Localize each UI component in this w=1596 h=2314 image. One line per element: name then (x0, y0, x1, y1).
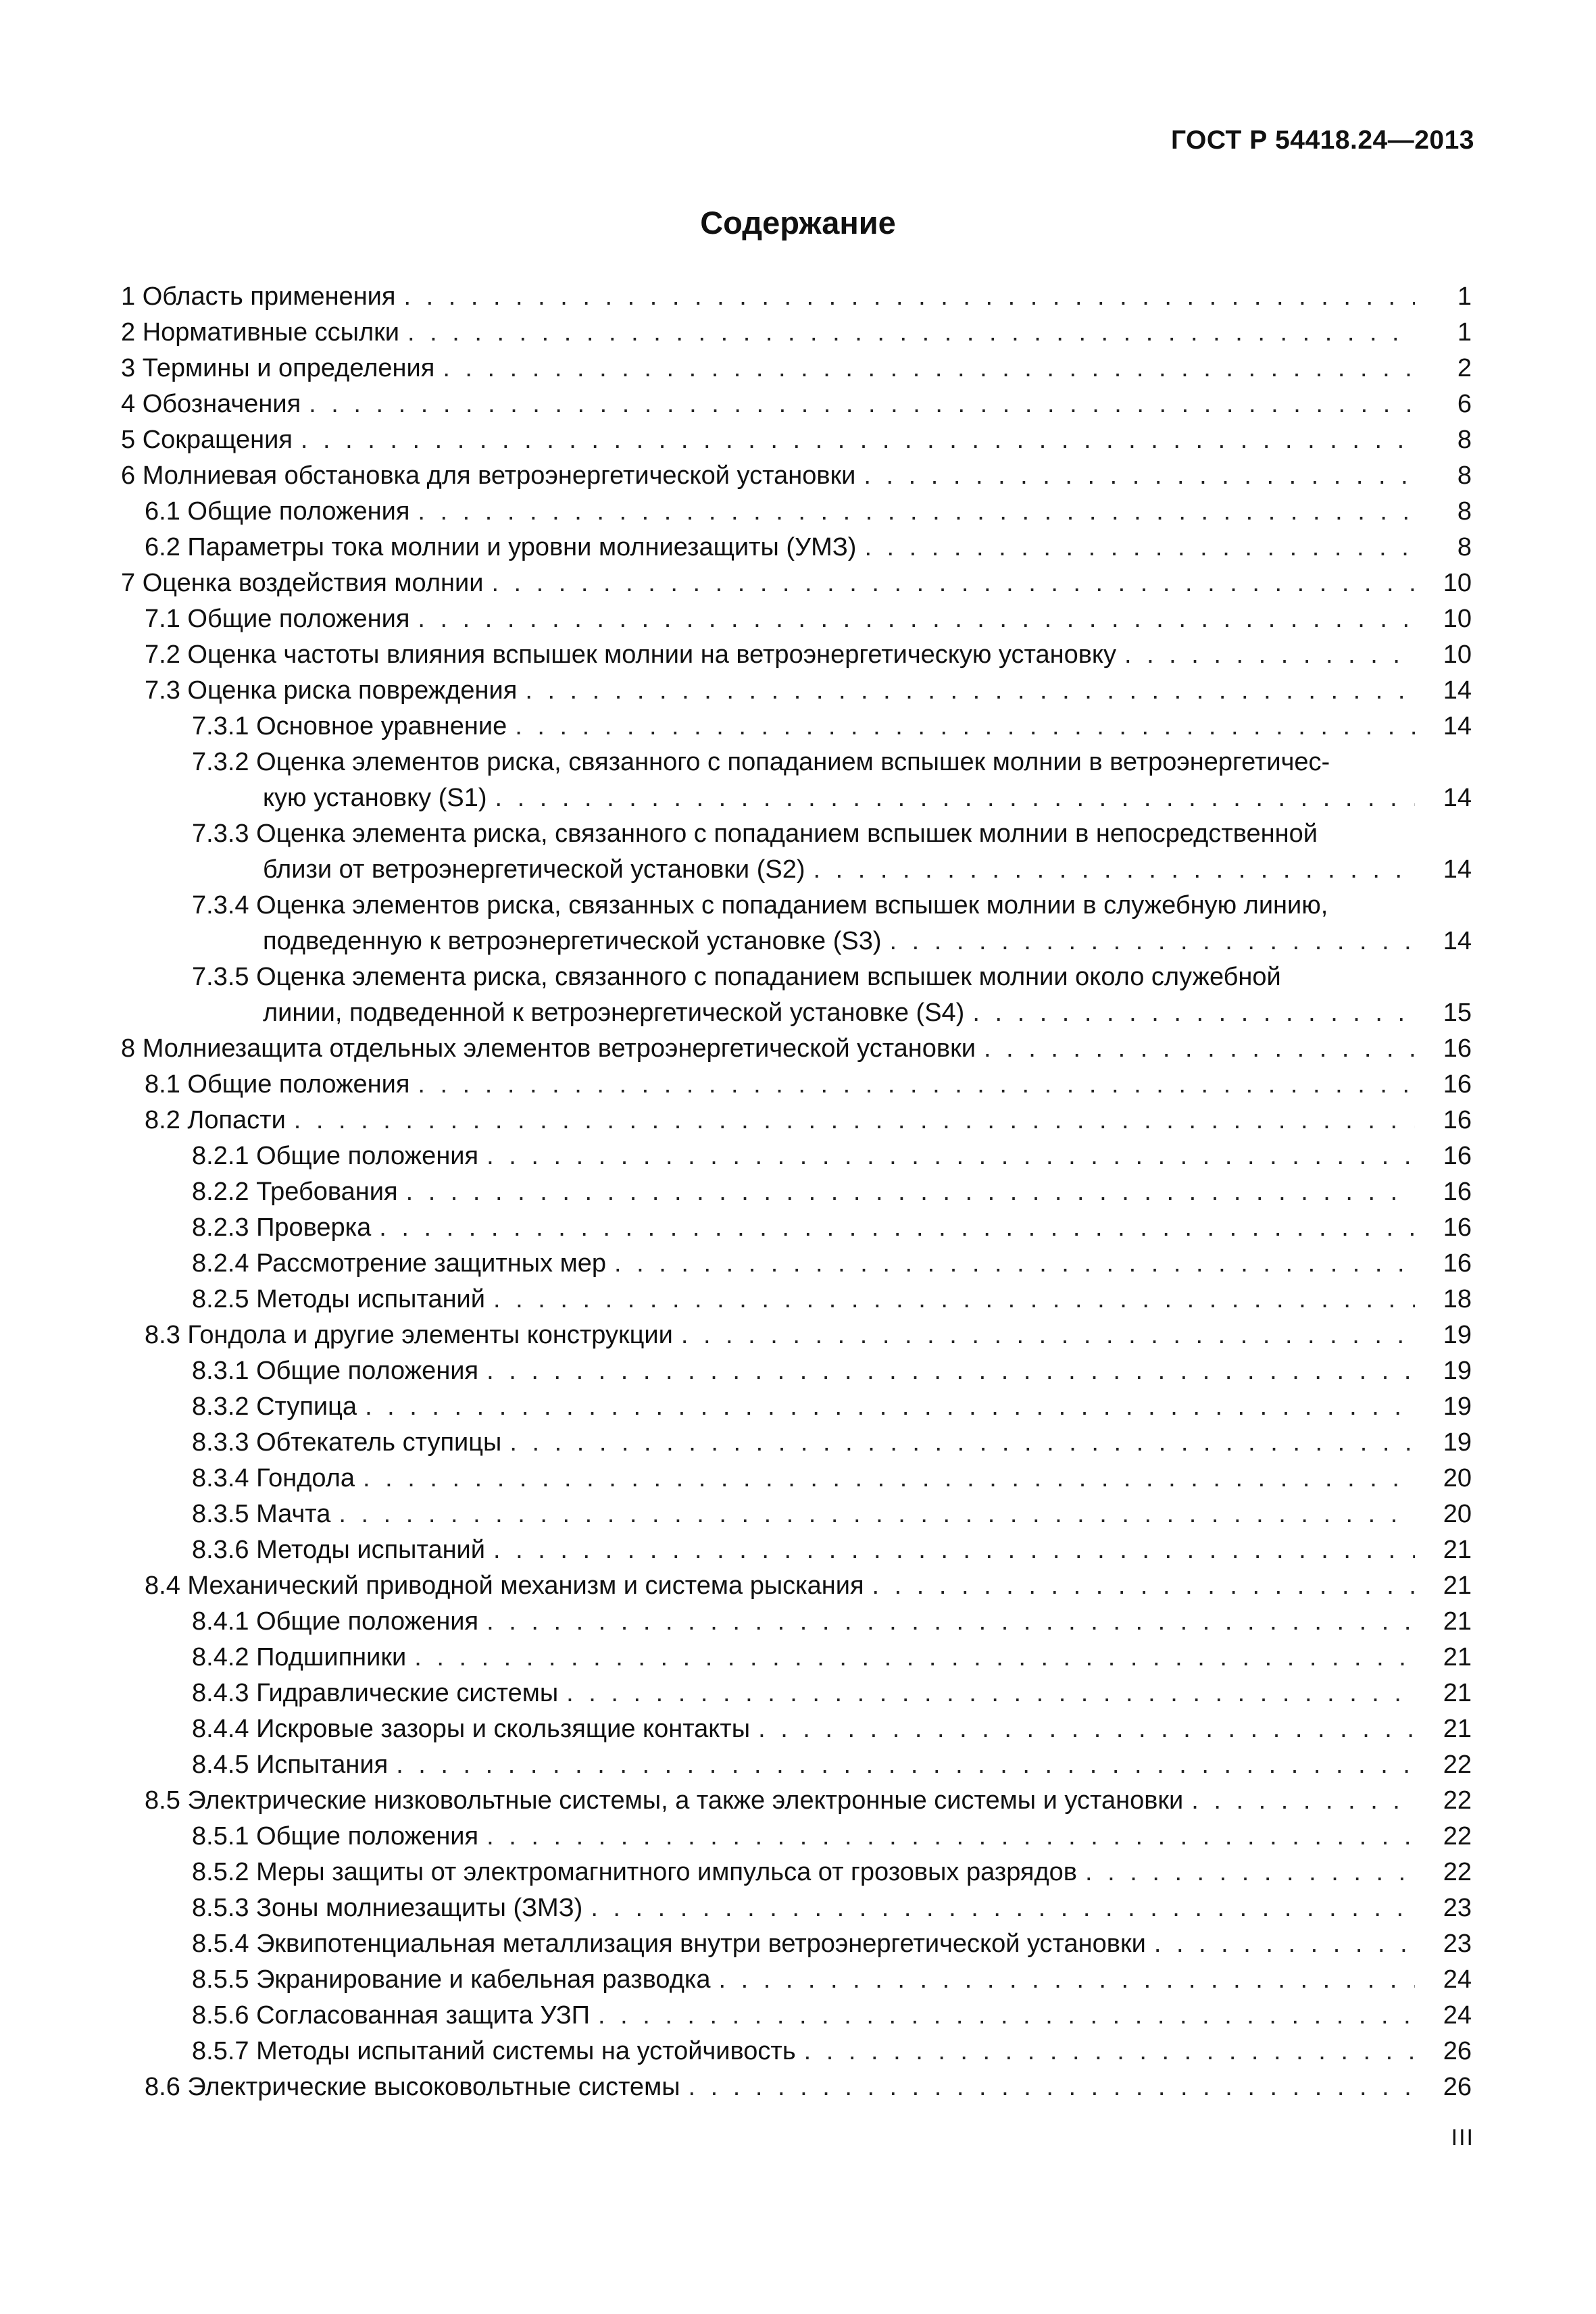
toc-entry[interactable] (121, 458, 1472, 494)
toc-entry-page: 21 (1443, 1679, 1472, 1707)
document-code: ГОСТ Р 54418.24—2013 (1170, 126, 1474, 155)
toc-entry-page: 22 (1443, 1751, 1472, 1779)
toc-entry-label: 8.2 Лопасти (145, 1106, 286, 1134)
dot-leader (418, 601, 1415, 637)
toc-entry-label: 8.5.1 Общие положения (192, 1822, 479, 1851)
toc-entry-page: 22 (1443, 1822, 1472, 1851)
dot-leader (339, 1496, 1415, 1532)
toc-entry[interactable] (121, 1282, 1472, 1317)
toc-entry-label-continuation: близи от ветроэнергетической установки (S2) (263, 855, 805, 884)
toc-entry[interactable] (121, 530, 1472, 565)
dot-leader (407, 315, 1415, 351)
toc-entry-label: 8.4.2 Подшипники (192, 1643, 407, 1671)
toc-entry-label: 6 Молниевая обстановка для ветроэнергетической установки (121, 461, 856, 490)
toc-entry-page: 16 (1443, 1034, 1472, 1063)
toc-entry-label: 3 Термины и определения (121, 354, 435, 382)
toc-entry-label: 8.5.5 Экранирование и кабельная разводка (192, 1965, 711, 1994)
toc-entry-label: 8.3.3 Обтекатель ступицы (192, 1428, 502, 1457)
toc-entry-page: 22 (1443, 1858, 1472, 1886)
dot-leader (598, 1998, 1415, 2034)
toc-entry-label: 8.3.1 Общие положения (192, 1357, 479, 1385)
toc-entry[interactable] (121, 386, 1472, 422)
page-number: III (1451, 2125, 1474, 2150)
dot-leader (681, 1317, 1415, 1353)
dot-leader (301, 422, 1415, 458)
table-of-contents (121, 279, 1472, 2105)
toc-entry-page: 19 (1443, 1392, 1472, 1421)
toc-entry-label: 8.4.1 Общие положения (192, 1607, 479, 1636)
toc-entry-page: 21 (1443, 1643, 1472, 1671)
toc-entry-page: 8 (1457, 533, 1472, 561)
toc-entry[interactable] (121, 1640, 1472, 1676)
toc-entry[interactable] (121, 351, 1472, 386)
toc-entry-page: 18 (1443, 1285, 1472, 1313)
toc-entry[interactable] (121, 1855, 1472, 1890)
toc-entry-page: 24 (1443, 1965, 1472, 1994)
dot-leader (309, 386, 1415, 422)
dot-leader (864, 458, 1415, 494)
toc-entry[interactable] (121, 1317, 1472, 1353)
toc-entry[interactable] (121, 1747, 1472, 1783)
dot-leader (487, 1819, 1415, 1855)
toc-entry-label: 8.4.3 Гидравлические системы (192, 1679, 559, 1707)
dot-leader (804, 2034, 1415, 2069)
toc-entry[interactable] (121, 673, 1472, 709)
toc-entry-page: 16 (1443, 1249, 1472, 1278)
toc-entry[interactable] (121, 1246, 1472, 1282)
toc-entry-label: 8.5.2 Меры защиты от электромагнитного импульса от грозовых разрядов (192, 1858, 1077, 1886)
toc-entry-label: 8.6 Электрические высоковольтные системы (145, 2073, 680, 2101)
toc-entry-page: 24 (1443, 2001, 1472, 2030)
toc-entry-label: 7.3.4 Оценка элементов риска, связанных с попаданием вспышек молнии в служебную линию, (192, 891, 1328, 920)
toc-entry[interactable] (121, 1103, 1472, 1138)
toc-entry[interactable] (121, 1604, 1472, 1640)
toc-entry-label: 7.2 Оценка частоты влияния вспышек молнии на ветроэнергетическую установку (145, 640, 1116, 669)
dot-leader (493, 1532, 1415, 1568)
dot-leader (718, 1962, 1415, 1998)
toc-entry[interactable] (121, 888, 1472, 959)
dot-leader (379, 1210, 1415, 1246)
toc-entry-page: 16 (1443, 1213, 1472, 1242)
dot-leader (365, 1389, 1415, 1425)
toc-entry-page: 23 (1443, 1894, 1472, 1922)
toc-entry[interactable] (121, 2069, 1472, 2105)
dot-leader (566, 1676, 1415, 1711)
dot-leader (403, 279, 1415, 315)
toc-entry-page: 21 (1443, 1536, 1472, 1564)
toc-entry-label: 7.3.3 Оценка элемента риска, связанного с попаданием вспышек молнии в непосредственной (192, 820, 1318, 848)
toc-entry-label-continuation: линии, подведенной к ветроэнергетической установке (S4) (263, 999, 965, 1027)
toc-entry-page: 19 (1443, 1428, 1472, 1457)
toc-entry[interactable] (121, 1389, 1472, 1425)
toc-entry-page: 21 (1443, 1571, 1472, 1600)
dot-leader (1154, 1926, 1415, 1962)
toc-entry[interactable] (121, 1998, 1472, 2034)
toc-entry[interactable] (121, 494, 1472, 530)
toc-entry-label: 2 Нормативные ссылки (121, 318, 399, 347)
toc-entry-label: 4 Обозначения (121, 390, 301, 418)
toc-entry-label: 1 Область применения (121, 282, 396, 311)
toc-entry[interactable] (121, 1890, 1472, 1926)
toc-entry-page: 26 (1443, 2073, 1472, 2101)
toc-entry-label: 8.2.4 Рассмотрение защитных мер (192, 1249, 606, 1278)
dot-leader (509, 1425, 1415, 1461)
toc-entry[interactable] (121, 709, 1472, 745)
toc-entry-page: 21 (1443, 1715, 1472, 1743)
dot-leader (418, 494, 1415, 530)
toc-entry-label: 7.3.5 Оценка элемента риска, связанного с попаданием вспышек молнии около служебной (192, 963, 1281, 991)
toc-entry[interactable] (121, 1496, 1472, 1532)
toc-entry-page: 10 (1443, 569, 1472, 597)
toc-entry[interactable] (121, 565, 1472, 601)
toc-entry-label: 8.4 Механический приводной механизм и система рыскания (145, 1571, 864, 1600)
toc-entry-page: 14 (1443, 676, 1472, 705)
toc-entry-label: 8.3.2 Ступица (192, 1392, 357, 1421)
toc-title: Содержание (700, 205, 896, 241)
dot-leader (1191, 1783, 1415, 1819)
toc-entry-label: 7.3.1 Основное уравнение (192, 712, 507, 740)
toc-entry-page: 2 (1457, 354, 1472, 382)
toc-entry[interactable] (121, 1711, 1472, 1747)
toc-entry-label: 6.1 Общие положения (145, 497, 410, 526)
toc-entry-label: 8.5.7 Методы испытаний системы на устойчивость (192, 2037, 796, 2065)
toc-entry[interactable] (121, 1210, 1472, 1246)
dot-leader (396, 1747, 1415, 1783)
dot-leader (591, 1890, 1415, 1926)
toc-entry[interactable] (121, 745, 1472, 816)
toc-entry-label: 8.1 Общие положения (145, 1070, 410, 1099)
toc-entry-page: 8 (1457, 461, 1472, 490)
dot-leader (972, 995, 1415, 1031)
toc-entry[interactable] (121, 315, 1472, 351)
toc-entry[interactable] (121, 1568, 1472, 1604)
toc-entry-page: 6 (1457, 390, 1472, 418)
dot-leader (294, 1103, 1415, 1138)
toc-entry-page: 15 (1443, 999, 1472, 1027)
toc-entry-label: 8.3.4 Гондола (192, 1464, 355, 1492)
toc-entry-page: 10 (1443, 640, 1472, 669)
dot-leader (890, 924, 1415, 959)
toc-entry-page: 14 (1443, 784, 1472, 812)
dot-leader (491, 565, 1415, 601)
toc-entry[interactable] (121, 279, 1472, 315)
toc-entry[interactable] (121, 1962, 1472, 1998)
toc-entry[interactable] (121, 1067, 1472, 1103)
dot-leader (814, 852, 1416, 888)
toc-entry-page: 14 (1443, 855, 1472, 884)
toc-entry-page: 14 (1443, 927, 1472, 955)
toc-entry[interactable] (121, 422, 1472, 458)
toc-entry-page: 16 (1443, 1178, 1472, 1206)
toc-entry-page: 23 (1443, 1930, 1472, 1958)
toc-entry-label: 8.2.3 Проверка (192, 1213, 372, 1242)
toc-entry-page: 16 (1443, 1106, 1472, 1134)
dot-leader (1085, 1855, 1415, 1890)
dot-leader (984, 1031, 1415, 1067)
toc-entry[interactable] (121, 601, 1472, 637)
toc-entry-label: 7.3.2 Оценка элементов риска, связанного с попаданием вспышек молнии в ветроэнергетичес- (192, 748, 1330, 776)
toc-entry-label-continuation: подведенную к ветроэнергетической установке (S3) (263, 927, 882, 955)
toc-entry-page: 19 (1443, 1321, 1472, 1349)
toc-entry-page: 8 (1457, 426, 1472, 454)
toc-entry-page: 20 (1443, 1464, 1472, 1492)
toc-entry[interactable] (121, 1532, 1472, 1568)
toc-entry-label-continuation: кую установку (S1) (263, 784, 487, 812)
toc-entry-page: 22 (1443, 1786, 1472, 1815)
toc-entry-page: 1 (1457, 318, 1472, 347)
toc-entry-label: 8 Молниезащита отдельных элементов ветроэнергетической установки (121, 1034, 976, 1063)
toc-entry-label: 8.5.3 Зоны молниезащиты (ЗМЗ) (192, 1894, 583, 1922)
toc-entry[interactable] (121, 1926, 1472, 1962)
dot-leader (614, 1246, 1415, 1282)
dot-leader (414, 1640, 1415, 1676)
dot-leader (487, 1604, 1415, 1640)
toc-entry[interactable] (121, 637, 1472, 673)
toc-entry[interactable] (121, 1461, 1472, 1496)
toc-entry-page: 19 (1443, 1357, 1472, 1385)
dot-leader (495, 780, 1416, 816)
toc-entry-label: 8.2.1 Общие положения (192, 1142, 479, 1170)
toc-entry-label: 7 Оценка воздействия молнии (121, 569, 484, 597)
toc-entry[interactable] (121, 1425, 1472, 1461)
toc-entry[interactable] (121, 1676, 1472, 1711)
toc-entry-label: 8.4.4 Искровые зазоры и скользящие контакты (192, 1715, 751, 1743)
toc-entry[interactable] (121, 816, 1472, 888)
toc-entry-page: 16 (1443, 1070, 1472, 1099)
toc-entry-label: 8.2.2 Требования (192, 1178, 398, 1206)
dot-leader (363, 1461, 1415, 1496)
toc-entry[interactable] (121, 1783, 1472, 1819)
toc-entry-page: 21 (1443, 1607, 1472, 1636)
toc-entry-label: 8.5.6 Согласованная защита УЗП (192, 2001, 590, 2030)
toc-entry-label: 8.3 Гондола и другие элементы конструкции (145, 1321, 673, 1349)
toc-entry-label: 7.3 Оценка риска повреждения (145, 676, 518, 705)
dot-leader (872, 1568, 1415, 1604)
toc-entry-label: 7.1 Общие положения (145, 605, 410, 633)
toc-entry-label: 6.2 Параметры тока молнии и уровни молниезащиты (УМЗ) (145, 533, 857, 561)
toc-entry-label: 8.3.5 Мачта (192, 1500, 331, 1528)
toc-entry[interactable] (121, 1353, 1472, 1389)
toc-entry-label: 5 Сокращения (121, 426, 293, 454)
toc-entry-label: 8.2.5 Методы испытаний (192, 1285, 486, 1313)
toc-entry[interactable] (121, 1174, 1472, 1210)
toc-entry-label: 8.3.6 Методы испытаний (192, 1536, 486, 1564)
toc-entry-page: 16 (1443, 1142, 1472, 1170)
dot-leader (487, 1353, 1415, 1389)
toc-entry[interactable] (121, 1819, 1472, 1855)
dot-leader (1124, 637, 1415, 673)
toc-entry-label: 8.5.4 Эквипотенциальная металлизация внутри ветроэнергетической установки (192, 1930, 1146, 1958)
dot-leader (864, 530, 1415, 565)
toc-entry-label: 8.4.5 Испытания (192, 1751, 389, 1779)
dot-leader (406, 1174, 1415, 1210)
dot-leader (443, 351, 1415, 386)
dot-leader (525, 673, 1415, 709)
toc-entry-label: 8.5 Электрические низковольтные системы, а также электронные системы и установки (145, 1786, 1184, 1815)
toc-entry-page: 20 (1443, 1500, 1472, 1528)
toc-entry[interactable] (121, 1138, 1472, 1174)
toc-entry[interactable] (121, 2034, 1472, 2069)
dot-leader (418, 1067, 1415, 1103)
dot-leader (515, 709, 1415, 745)
dot-leader (487, 1138, 1415, 1174)
toc-entry-page: 1 (1457, 282, 1472, 311)
toc-entry-page: 8 (1457, 497, 1472, 526)
toc-entry[interactable] (121, 959, 1472, 1031)
dot-leader (493, 1282, 1415, 1317)
toc-entry[interactable] (121, 1031, 1472, 1067)
toc-entry-page: 26 (1443, 2037, 1472, 2065)
dot-leader (689, 2069, 1415, 2105)
toc-entry-page: 10 (1443, 605, 1472, 633)
dot-leader (758, 1711, 1415, 1747)
toc-entry-page: 14 (1443, 712, 1472, 740)
